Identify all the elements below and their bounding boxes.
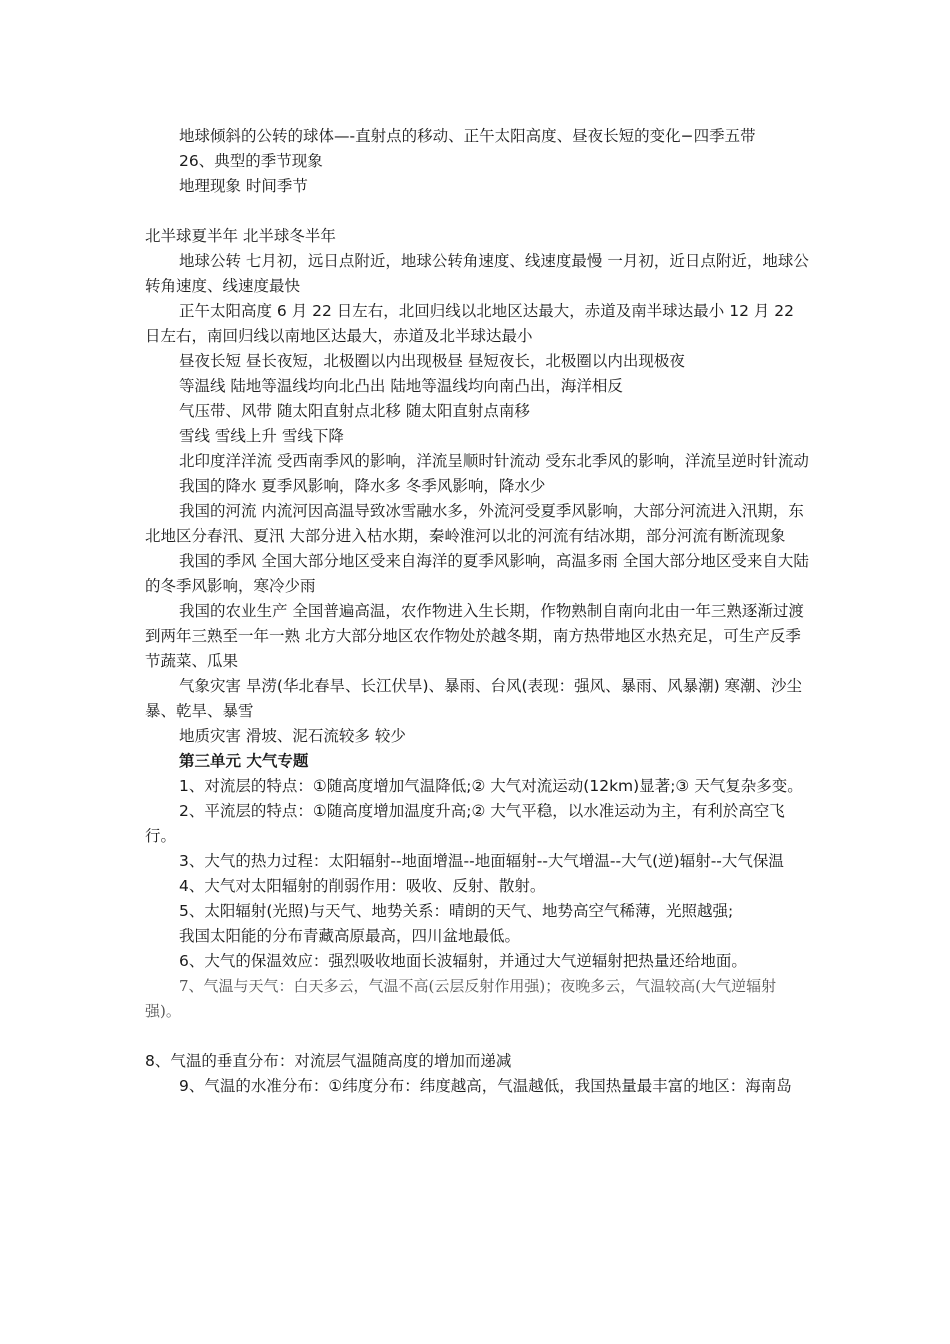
paragraph: 我国太阳能的分布青藏高原最高，四川盆地最低。 <box>179 927 521 945</box>
paragraph: 等温线 陆地等温线均向北凸出 陆地等温线均向南凸出，海洋相反 <box>179 377 623 395</box>
paragraph: 气象灾害 旱涝(华北春旱、长江伏旱)、暴雨、台风(表现：强风、暴雨、风暴潮) 寒潮、沙尘暴、乾旱、暴雪 <box>145 677 803 720</box>
paragraph: 7、气温与天气：白天多云，气温不高(云层反射作用强)；夜晚多云，气温较高(大气逆辐射强)。 <box>145 977 777 1020</box>
blank-line <box>145 199 810 224</box>
paragraph: 北半球夏半年 北半球冬半年 <box>145 227 336 245</box>
paragraph: 2、平流层的特点：①随高度增加温度升高;② 大气平稳，以水准运动为主，有利於高空飞行。 <box>145 802 785 845</box>
paragraph: 我国的农业生产 全国普遍高温，农作物进入生长期，作物熟制自南向北由一年三熟逐渐过渡到两年三熟至一年一熟 北方大部分地区农作物处於越冬期，南方热带地区水热充足，可生产反季节蔬菜、瓜果 <box>145 602 804 670</box>
paragraph: 雪线 雪线上升 雪线下降 <box>179 427 344 445</box>
paragraph: 我国的河流 内流河因高温导致冰雪融水多，外流河受夏季风影响，大部分河流进入汛期，东北地区分春汛、夏汛 大部分进入枯水期，秦岭淮河以北的河流有结冰期，部分河流有断流现象 <box>145 502 804 545</box>
paragraph: 5、太阳辐射(光照)与天气、地势关系：晴朗的天气、地势高空气稀薄，光照越强; <box>179 902 734 920</box>
paragraph: 北印度洋洋流 受西南季风的影响，洋流呈顺时针流动 受东北季风的影响，洋流呈逆时针流动 <box>179 452 809 470</box>
paragraph: 正午太阳高度 6 月 22 日左右，北回归线以北地区达最大，赤道及南半球达最小 12 月 22 日左右，南回归线以南地区达最大，赤道及北半球达最小 <box>145 302 795 345</box>
paragraph: 气压带、风带 随太阳直射点北移 随太阳直射点南移 <box>179 402 530 420</box>
paragraph: 地理现象 时间季节 <box>179 177 308 195</box>
paragraph: 8、气温的垂直分布：对流层气温随高度的增加而递减 <box>145 1052 512 1070</box>
paragraph: 昼夜长短 昼长夜短，北极圈以内出现极昼 昼短夜长，北极圈以内出现极夜 <box>179 352 685 370</box>
paragraph: 4、大气对太阳辐射的削弱作用：吸收、反射、散射。 <box>179 877 546 895</box>
paragraph: 26、典型的季节现象 <box>179 152 323 170</box>
section-heading: 第三单元 大气专题 <box>179 752 309 770</box>
paragraph: 3、大气的热力过程：太阳辐射--地面增温--地面辐射--大气增温--大气(逆)辐射--大气保温 <box>179 852 784 870</box>
paragraph: 9、气温的水准分布：①纬度分布：纬度越高，气温越低，我国热量最丰富的地区：海南岛 <box>179 1077 792 1095</box>
paragraph: 地球公转 七月初，远日点附近，地球公转角速度、线速度最慢 一月初，近日点附近，地球公转角速度、线速度最快 <box>145 252 809 295</box>
paragraph: 6、大气的保温效应：强烈吸收地面长波辐射，并通过大气逆辐射把热量还给地面。 <box>179 952 747 970</box>
blank-line <box>145 1024 810 1049</box>
paragraph: 地球倾斜的公转的球体—-直射点的移动、正午太阳高度、昼夜长短的变化−四季五带 <box>179 127 756 145</box>
document-body <box>145 124 810 1099</box>
paragraph: 地质灾害 滑坡、泥石流较多 较少 <box>179 727 406 745</box>
paragraph: 1、对流层的特点：①随高度增加气温降低;② 大气对流运动(12km)显著;③ 天气复杂多变。 <box>179 777 803 795</box>
paragraph: 我国的季风 全国大部分地区受来自海洋的夏季风影响，高温多雨 全国大部分地区受来自大陆的冬季风影响，寒冷少雨 <box>145 552 809 595</box>
paragraph: 我国的降水 夏季风影响，降水多 冬季风影响，降水少 <box>179 477 546 495</box>
